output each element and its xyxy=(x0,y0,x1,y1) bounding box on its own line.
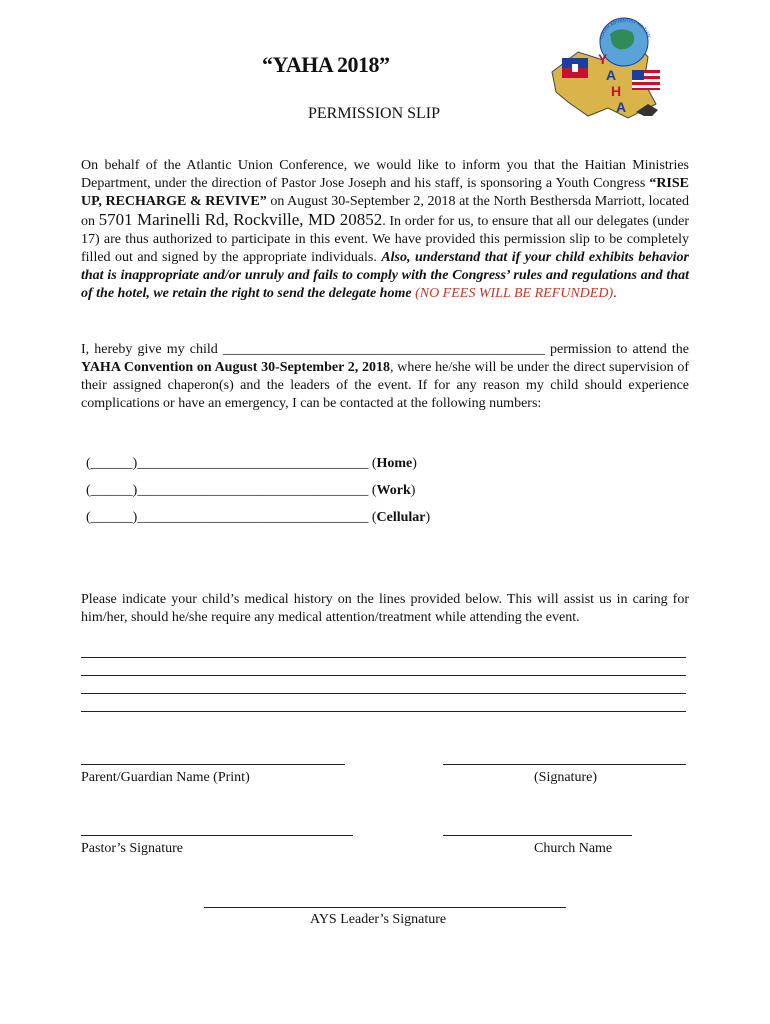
church-name-line[interactable] xyxy=(443,835,632,836)
medical-history-line[interactable] xyxy=(81,711,686,712)
logo-ring-text: YOUTH ADVENTIST HAITIAN xyxy=(598,17,652,41)
event-name: “RISE UP, RECHARGE & REVIVE” xyxy=(81,176,689,209)
permission-paragraph: I, hereby give my child ______________________________________________ permission to attend the YAHA Convention on August 30-September 2, 2018, where he/she will be under the direct supervision of their assigned chaperon(s) and the leaders of the event. If for any reason my child should experience complications or have an emergency, I can be contacted at the following numbers: xyxy=(81,342,689,411)
phone-cellular-line[interactable]: (______)_________________________________ (Cellular) xyxy=(86,510,431,525)
pastor-signature-label: Pastor’s Signature xyxy=(81,841,184,856)
behavior-notice: Also, understand that if your child exhibits behavior that is inappropriate and/or unruly and fails to comply with the Congress’ rules and regulations and that of the hotel, we retain the right to send the delegate home xyxy=(81,250,689,301)
parent-signature-label: (Signature) xyxy=(534,770,597,785)
parent-signature-line[interactable] xyxy=(443,764,686,765)
logo-letter-a: A xyxy=(606,67,617,83)
child-name-blank[interactable]: ______________________________________________ xyxy=(222,342,545,357)
church-name-label: Church Name xyxy=(534,841,613,856)
document-title: “YAHA 2018” xyxy=(262,52,390,77)
medical-history-paragraph: Please indicate your child’s medical history on the lines provided below. This will assist us in caring for him/her, should he/she require any medical attention/treatment while attending the event. xyxy=(81,592,689,625)
phone-home-line[interactable]: (______)_________________________________ (Home) xyxy=(86,456,417,471)
yaha-logo xyxy=(548,12,664,132)
medical-history-line[interactable] xyxy=(81,675,686,676)
medical-history-line[interactable] xyxy=(81,693,686,694)
logo-letter-a2: A xyxy=(616,99,627,115)
ays-leader-signature-label: AYS Leader’s Signature xyxy=(310,912,447,927)
parent-name-label: Parent/Guardian Name (Print) xyxy=(81,770,250,785)
document-subtitle: PERMISSION SLIP xyxy=(308,105,441,122)
medical-history-line[interactable] xyxy=(81,657,686,658)
logo-letter-y: Y xyxy=(598,51,608,67)
pastor-signature-line[interactable] xyxy=(81,835,353,836)
no-refund-notice: (NO FEES WILL BE REFUNDED) xyxy=(415,286,614,301)
logo-letter-h: H xyxy=(611,83,622,99)
ays-leader-signature-line[interactable] xyxy=(204,907,566,908)
venue-address: 5701 Marinelli Rd, Rockville, MD 20852 xyxy=(98,210,383,229)
phone-work-line[interactable]: (______)_________________________________ (Work) xyxy=(86,483,416,498)
intro-paragraph: On behalf of the Atlantic Union Conference, we would like to inform you that the Haitian Ministries Department, under the direction of Pastor Jose Joseph and his staff, is sponsoring a Youth Congress “RISE UP, RECHARGE & REVIVE” on August 30-September 2, 2018 at the North Besthersda Marriott, located on 5701 Marinelli Rd, Rockville, MD 20852. In order for us, to ensure that all our delegates (under 17) are thus authorized to participate in this event. We have provided this permission slip to be completely filled out and signed by the appropriate individuals. Also, understand that if your child exhibits behavior that is inappropriate and/or unruly and fails to comply with the Congress’ rules and regulations and that of the hotel, we retain the right to send the delegate home (NO FEES WILL BE REFUNDED). xyxy=(81,158,690,301)
parent-name-line[interactable] xyxy=(81,764,345,765)
convention-name: YAHA Convention on August 30-September 2, 2018 xyxy=(81,360,390,375)
us-flag xyxy=(632,70,660,90)
